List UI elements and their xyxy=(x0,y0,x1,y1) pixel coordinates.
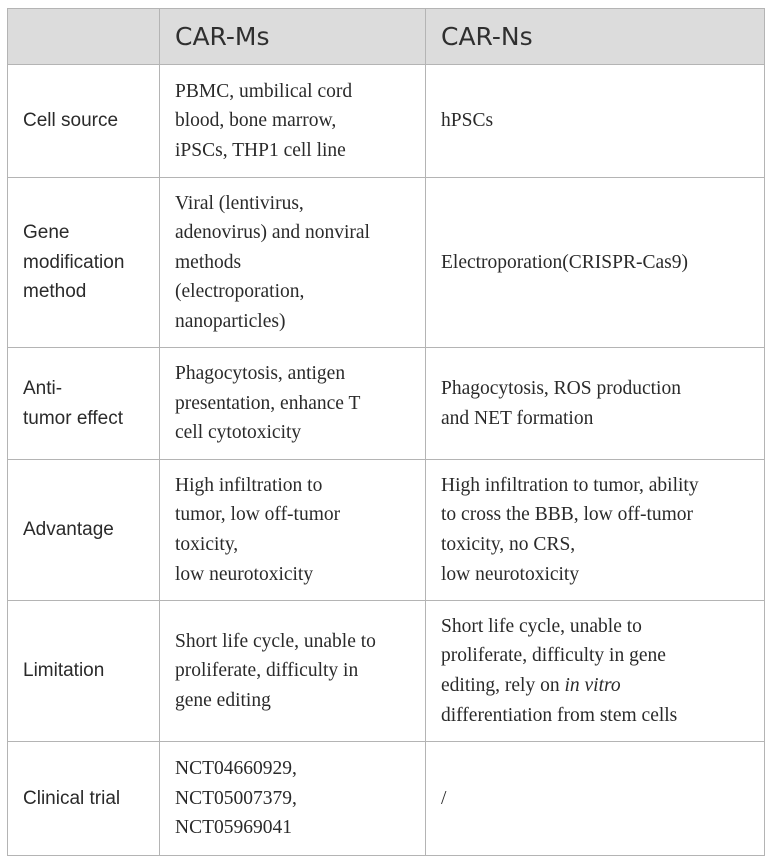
cell-line: methods xyxy=(175,251,242,273)
cell-line: NCT05007379, xyxy=(175,787,297,809)
row-label-line: Anti- xyxy=(23,377,63,399)
cell-text: editing, rely on xyxy=(441,675,560,696)
cell-line: toxicity, no CRS, xyxy=(441,534,576,555)
car-ms-cell xyxy=(160,348,426,460)
row-label-line: modification xyxy=(23,251,125,273)
table-row xyxy=(8,460,765,601)
row-label-advantage xyxy=(8,460,160,601)
cell-line: adenovirus) and nonviral xyxy=(175,222,370,244)
car-ms-cell xyxy=(160,178,426,348)
row-label-line: method xyxy=(23,281,87,303)
car-ns-cell xyxy=(426,742,765,856)
header-car-ns: CAR-Ns xyxy=(426,9,765,65)
table-row xyxy=(8,601,765,742)
cell-line: iPSCs, THP1 cell line xyxy=(175,139,346,161)
header-car-ms: CAR-Ms xyxy=(160,9,426,65)
cell-line: nanoparticles) xyxy=(175,310,286,332)
cell-line xyxy=(441,671,754,701)
cell-line: / xyxy=(441,787,447,809)
table-row xyxy=(8,348,765,460)
cell-line: blood, bone marrow, xyxy=(175,110,337,132)
cell-line: cell cytotoxicity xyxy=(175,422,302,444)
cell-line: and NET formation xyxy=(441,407,594,429)
row-label-line: Gene xyxy=(23,222,70,244)
car-ms-cell xyxy=(160,65,426,178)
cell-line: (electroporation, xyxy=(175,281,305,303)
car-ns-cell xyxy=(426,65,765,178)
cell-line: differentiation from stem cells xyxy=(441,704,678,726)
row-label-gene-modification-method xyxy=(8,178,160,348)
table-row xyxy=(8,742,765,856)
comparison-table xyxy=(7,8,765,856)
header-empty-cell xyxy=(8,9,160,65)
cell-line: Phagocytosis, ROS production xyxy=(441,377,681,399)
cell-line: High infiltration to tumor, ability xyxy=(441,474,699,496)
cell-line: NCT05969041 xyxy=(175,817,292,839)
cell-line: gene editing xyxy=(175,689,271,711)
table-row xyxy=(8,65,765,178)
table-row xyxy=(8,178,765,348)
row-label-line: Clinical trial xyxy=(23,787,121,809)
row-label-limitation xyxy=(8,601,160,742)
row-label-line: Advantage xyxy=(23,519,114,541)
cell-line: Short life cycle, unable to xyxy=(175,630,376,652)
cell-line: hPSCs xyxy=(441,110,494,132)
car-ms-cell xyxy=(160,460,426,601)
cell-line: PBMC, umbilical cord xyxy=(175,80,353,102)
cell-line: Short life cycle, unable to xyxy=(441,615,642,637)
car-ms-cell xyxy=(160,742,426,856)
cell-line: toxicity, xyxy=(175,534,239,555)
cell-line: Viral (lentivirus, xyxy=(175,192,304,214)
car-ns-cell xyxy=(426,460,765,601)
italic-term: in vitro xyxy=(564,675,621,696)
car-ns-cell xyxy=(426,348,765,460)
car-ms-cell xyxy=(160,601,426,742)
row-label-line: tumor effect xyxy=(23,407,123,429)
cell-line: low neurotoxicity xyxy=(175,563,314,585)
cell-line: High infiltration to xyxy=(175,474,323,496)
cell-line: low neurotoxicity xyxy=(441,563,580,585)
cell-line: Electroporation(CRISPR-Cas9) xyxy=(441,251,688,273)
cell-line: tumor, low off-tumor xyxy=(175,504,341,526)
row-label-anti-tumor-effect xyxy=(8,348,160,460)
row-label-cell-source xyxy=(8,65,160,178)
cell-line: presentation, enhance T xyxy=(175,392,361,414)
header-row xyxy=(8,9,765,65)
car-ns-cell xyxy=(426,601,765,742)
cell-line: proliferate, difficulty in gene xyxy=(441,645,666,667)
row-label-line: Limitation xyxy=(23,660,105,682)
row-label-line: Cell source xyxy=(23,110,119,132)
cell-line: to cross the BBB, low off-tumor xyxy=(441,504,694,526)
row-label-clinical-trial xyxy=(8,742,160,856)
car-ns-cell xyxy=(426,178,765,348)
cell-line: NCT04660929, xyxy=(175,758,297,780)
cell-line: proliferate, difficulty in xyxy=(175,660,359,682)
cell-line: Phagocytosis, antigen xyxy=(175,363,346,385)
